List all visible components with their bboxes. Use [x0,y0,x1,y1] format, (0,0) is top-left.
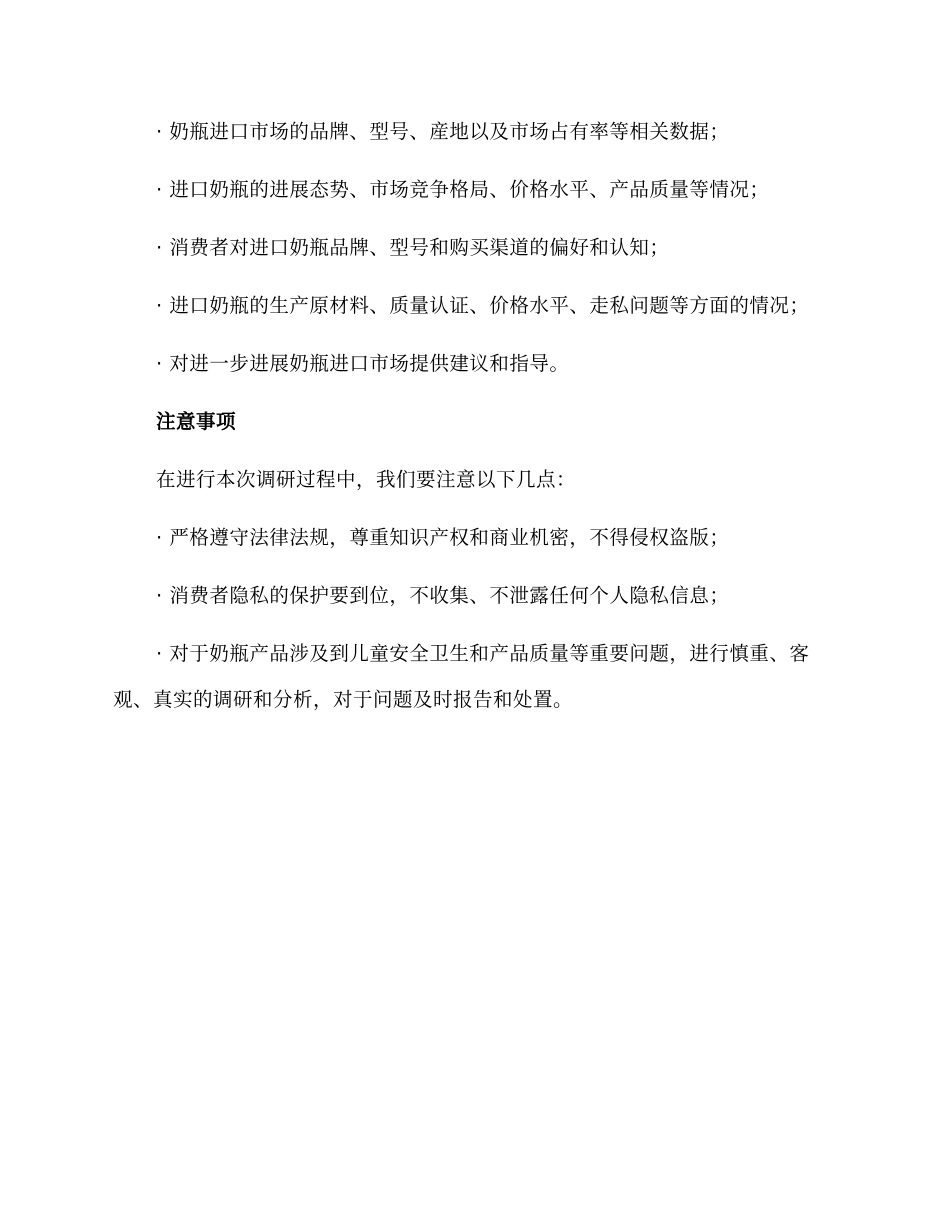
section-heading: 注意事项 [156,410,237,433]
bullet-consumer-preference: · 消费者对进口奶瓶品牌、型号和购买渠道的偏好和认知； [156,236,670,259]
bullet-market-trend: · 进口奶瓶的进展态势、市场竞争格局、价格水平、产品质量等情况； [156,178,770,201]
bullet-production-materials: · 进口奶瓶的生产原材料、质量认证、价格水平、走私问题等方面的情况； [156,294,810,317]
bullet-suggestions: · 对进一步进展奶瓶进口市场提供建议和指导。 [156,352,570,375]
bullet-child-safety: · 对于奶瓶产品涉及到儿童安全卫生和产品质量等重要问题，进行慎重、客观、真实的调研和分析，对于问题及时报告和处置。 [113,642,810,711]
bullet-brand-data: · 奶瓶进口市场的品牌、型号、産地以及市场占有率等相关数据； [156,120,730,143]
bullet-legal-compliance: · 严格遵守法律法规，尊重知识产权和商业机密，不得侵权盗版； [156,526,730,549]
intro-paragraph: 在进行本次调研过程中，我们要注意以下几点： [156,468,577,491]
bullet-privacy: · 消费者隐私的保护要到位，不收集、不泄露任何个人隐私信息； [156,584,730,607]
